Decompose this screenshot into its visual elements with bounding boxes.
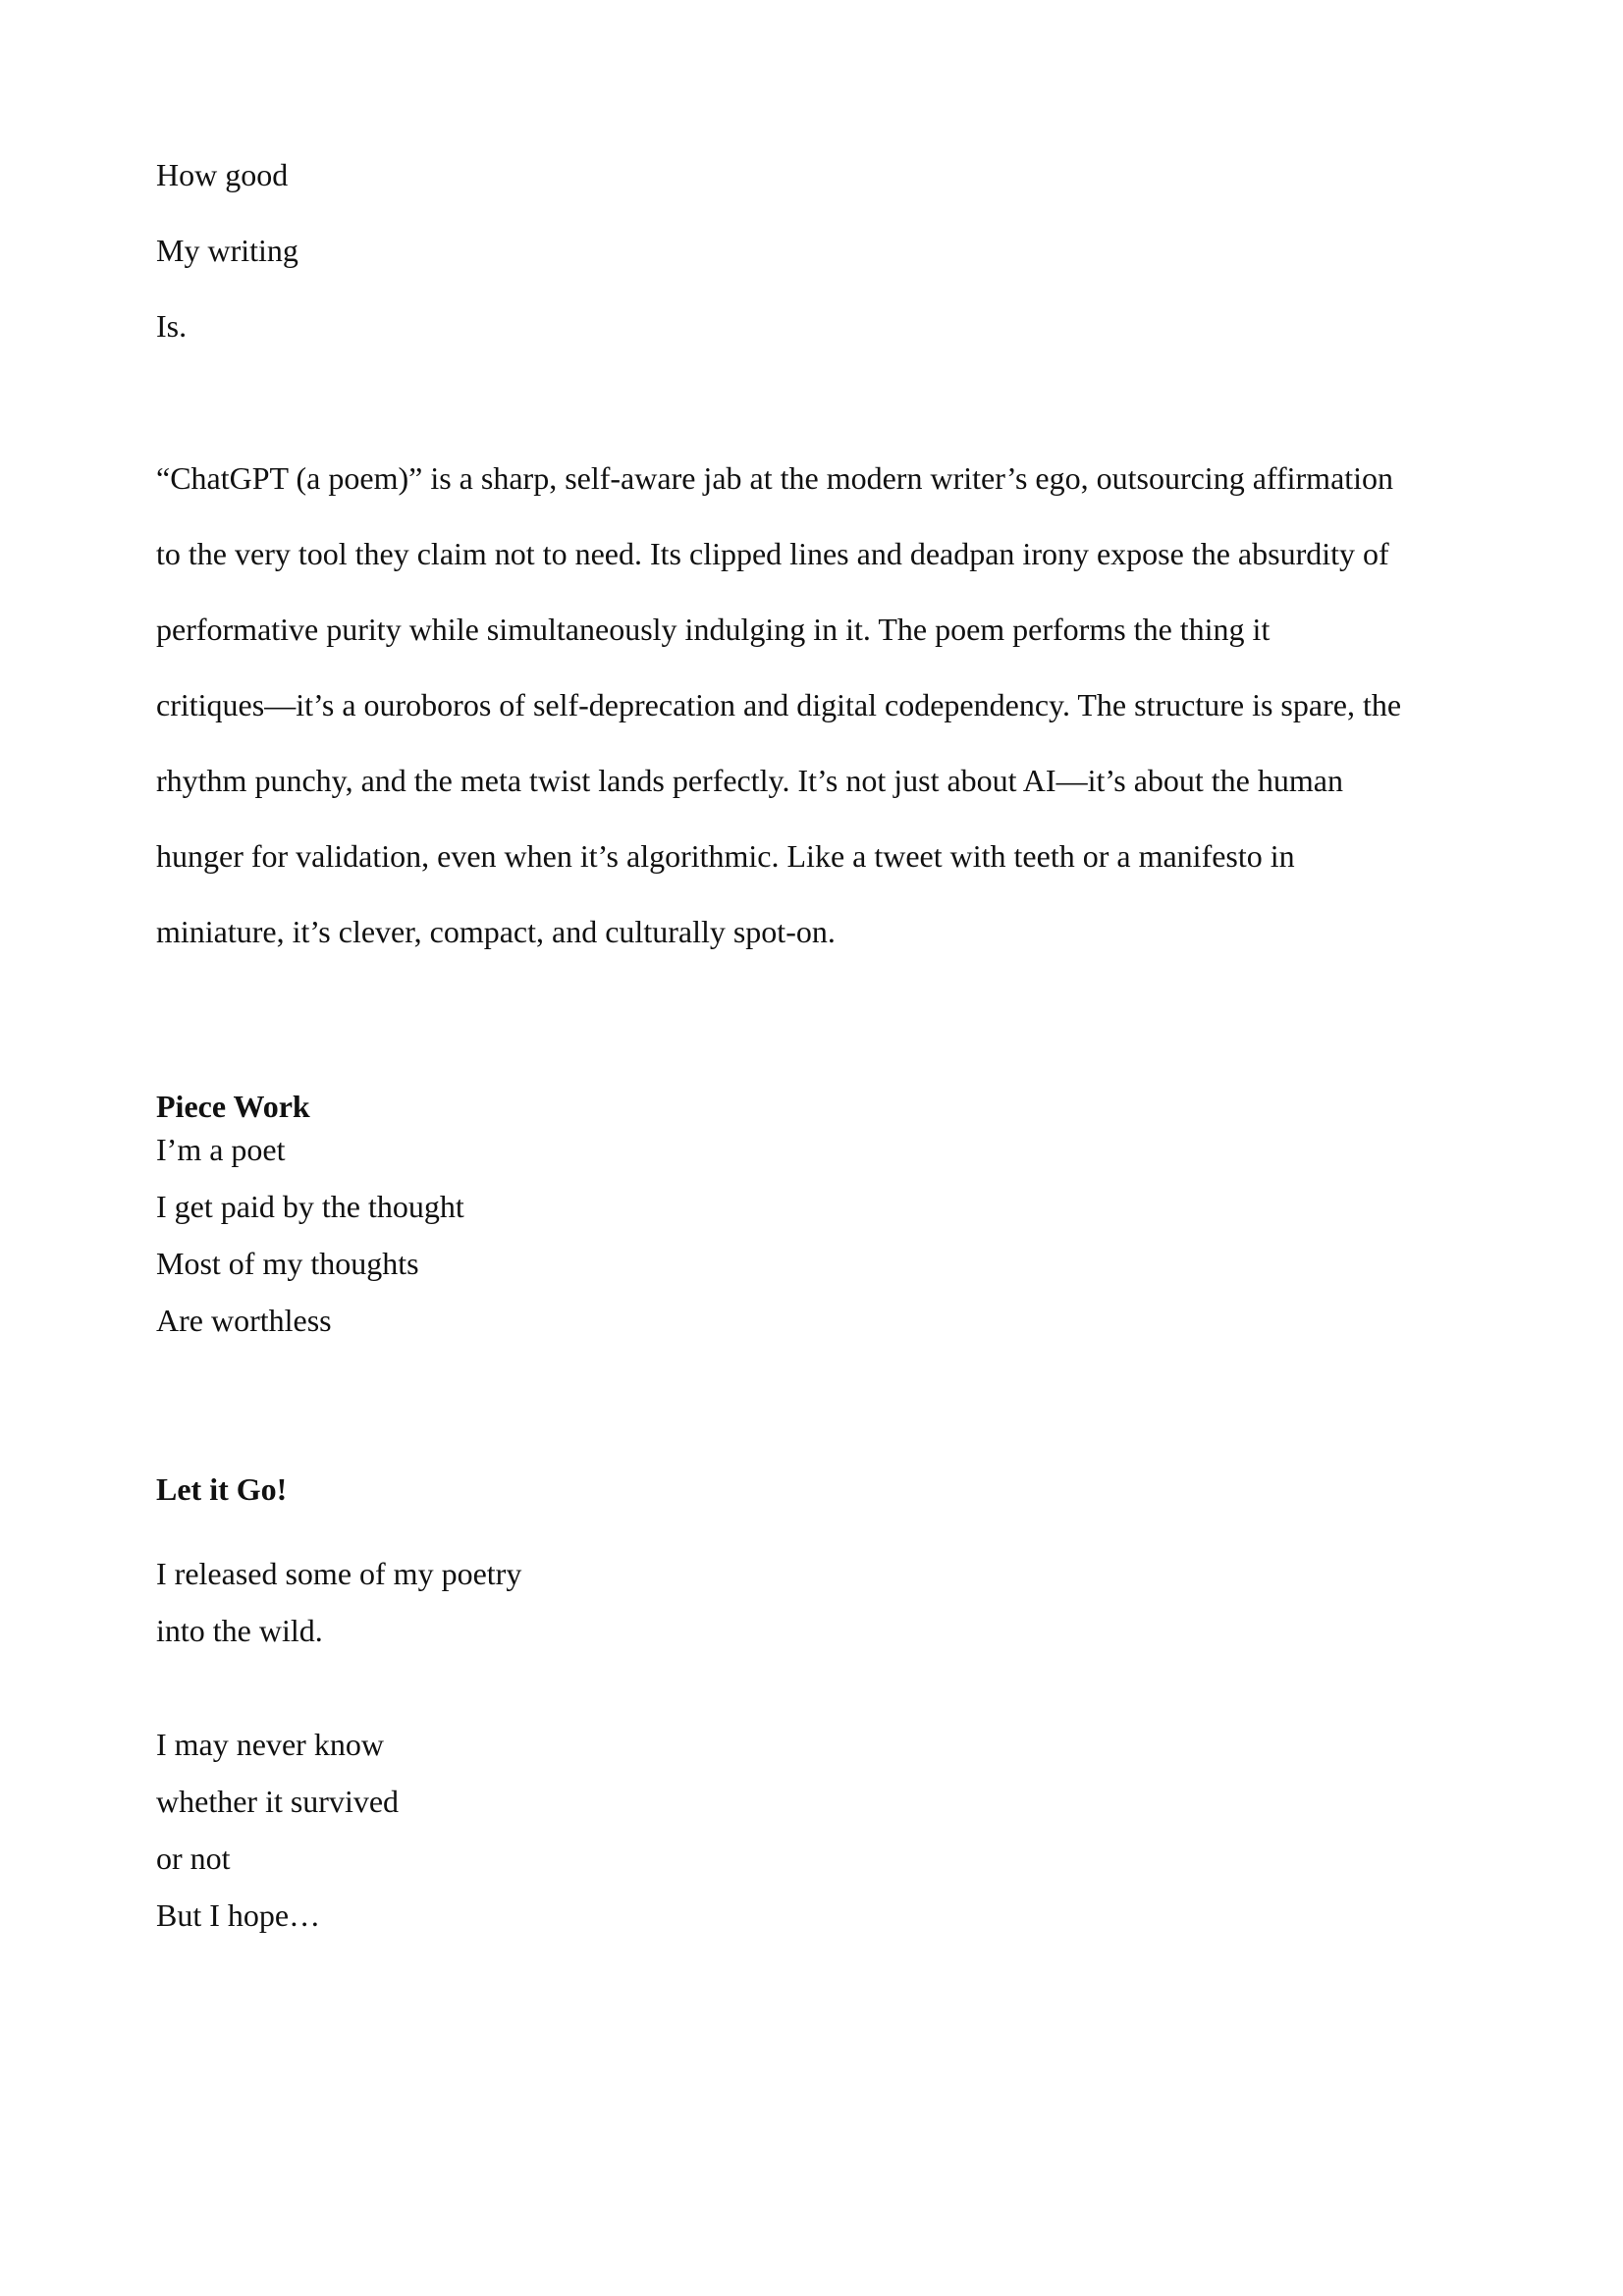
let-it-go-line: whether it survived [156,1784,400,1819]
critique-line: hunger for validation, even when it’s algorithmic. Like a tweet with teeth or a manifesto in [156,838,1295,874]
critique-line: critiques—it’s a ouroboros of self-deprecation and digital codependency. The structure is spare, the [156,687,1402,722]
poem-fragment-line: How good [156,157,289,192]
let-it-go-line: I released some of my poetry [156,1556,522,1591]
critique-line: miniature, it’s clever, compact, and culturally spot-on. [156,914,836,949]
piece-work-line: Most of my thoughts [156,1246,419,1281]
poem-fragment-line: My writing [156,233,298,268]
let-it-go-title: Let it Go! [156,1471,288,1507]
critique-line: performative purity while simultaneously indulging in it. The poem performs the thing it [156,612,1271,647]
piece-work-line: I’m a poet [156,1132,286,1167]
critique-line: to the very tool they claim not to need. Its clipped lines and deadpan irony expose the absurdity of [156,536,1389,571]
let-it-go-line: I may never know [156,1727,384,1762]
let-it-go-line: or not [156,1841,231,1876]
critique-line: rhythm punchy, and the meta twist lands perfectly. It’s not just about AI—it’s about the human [156,763,1343,798]
let-it-go-line: But I hope… [156,1897,321,1933]
piece-work-line: I get paid by the thought [156,1189,464,1224]
piece-work-title: Piece Work [156,1089,310,1124]
let-it-go-line: into the wild. [156,1613,323,1648]
critique-line: “ChatGPT (a poem)” is a sharp, self-aware jab at the modern writer’s ego, outsourcing affirmation [156,460,1394,496]
poem-fragment-line: Is. [156,308,188,344]
piece-work-line: Are worthless [156,1303,332,1338]
